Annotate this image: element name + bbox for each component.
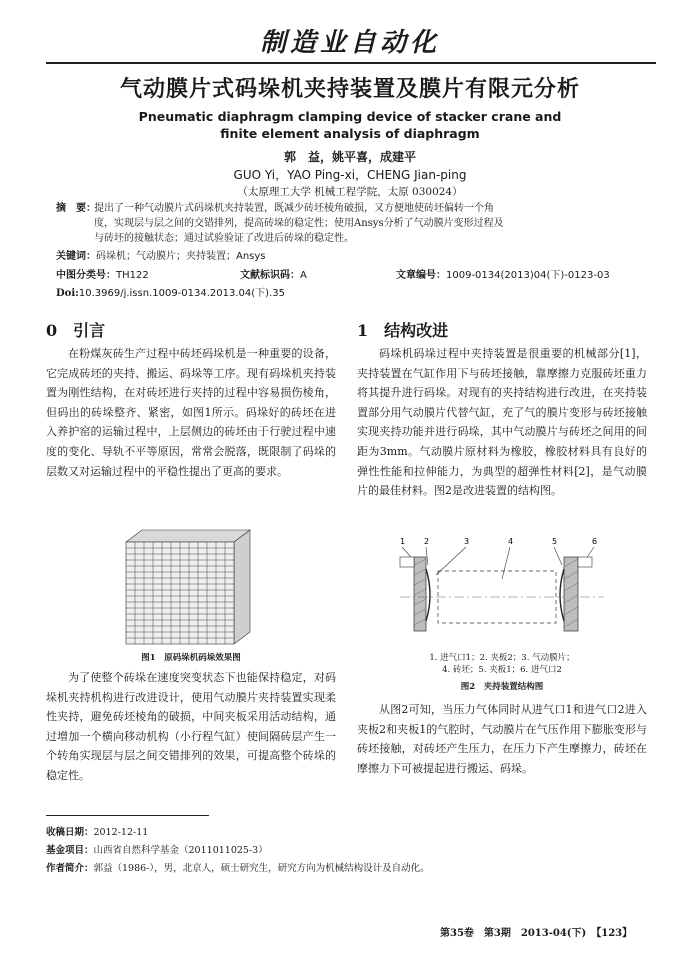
authors-cn: 郭 益，姚平喜，成建平 <box>283 150 416 164</box>
footnote-rule <box>46 815 209 816</box>
figure-2-legend-line2: 4. 砖坯；5. 夹板1；6. 进气口2 <box>442 665 562 675</box>
keywords <box>56 247 266 262</box>
diaphragm-left <box>426 569 430 621</box>
leader-line <box>502 547 510 579</box>
figure-2-legend-line1: 1. 进气口1；2. 夹板2；3. 气动膜片； <box>429 653 575 663</box>
article-number-value: 1009-0134(2013)04(下)-0123-03 <box>446 270 610 281</box>
keywords-value: 码垛机；气动膜片；夹持装置；Ansys <box>96 251 266 262</box>
section-1-paragraph-1: 码垛机码垛过程中夹持装置是很重要的机械部分[1]，夹持装置在气缸作用下与砖坯接触，靠摩擦力克服砖坯重力将其提升进行码垛。对现有的夹持结构进行改进，在夹持装置部分用气动膜片代替气缸，充了气的膜片变形与砖坯接触实现夹持功能并进行码垛，其中气动膜片与砖坯之间用的间距为3mm。气动膜片原材料为橡胶，橡胶材料具有良好的弹性性能和拉伸能力，为典型的超弹性材料[2]，是气动膜片的最佳材料。图2是改进装置的结构图。 <box>357 347 647 498</box>
figure-2-clamping-device <box>392 535 612 645</box>
leader-line <box>554 547 562 565</box>
clc-label: 中图分类号： <box>56 270 116 281</box>
doi-value: 10.3969/j.issn.1009-0134.2013.04(下).35 <box>78 288 285 299</box>
paper-title-en-line2: finite element analysis of diaphragm <box>220 126 480 141</box>
doc-code <box>240 266 307 281</box>
clc <box>56 266 149 281</box>
fund-label: 基金项目： <box>46 845 94 856</box>
figure-1-brick-stack <box>112 528 262 646</box>
figure-1-caption: 图1 原码垛机码垛效果图 <box>141 653 241 663</box>
doi <box>56 284 285 299</box>
abstract <box>56 201 614 246</box>
journal-name: 制造业自动化 <box>259 28 440 58</box>
paper-title-en-line1: Pneumatic diaphragm clamping device of stacker crane and <box>138 109 562 124</box>
article-number <box>396 266 610 281</box>
header-rule <box>46 62 656 64</box>
clc-value: TH122 <box>116 270 149 281</box>
page-footer: 第35卷 第3期 2013-04(下) 【123】 <box>440 928 633 939</box>
doi-label: Doi: <box>56 288 79 299</box>
author-bio-value: 郭益（1986-），男，北京人，硕士研究生，研究方向为机械结构设计及自动化。 <box>93 863 430 874</box>
keywords-label: 关键词： <box>56 251 96 262</box>
footnotes <box>46 824 430 878</box>
doc-code-value: A <box>300 270 307 281</box>
callout-number: 1 <box>400 537 406 546</box>
callout-number: 2 <box>424 537 430 546</box>
section-1-heading: 1 结构改进 <box>357 321 449 340</box>
received-value: 2012-12-11 <box>93 827 149 838</box>
author-bio <box>46 860 430 878</box>
air-inlet-2 <box>578 557 592 567</box>
section-0-heading: 0 引言 <box>46 321 106 340</box>
callout-number: 3 <box>464 537 470 546</box>
received-date <box>46 824 430 842</box>
section-1-paragraph-2: 从图2可知，当压力气体同时从进气口1和进气口2进入夹板2和夹板1的气腔时，气动膜片在气压作用下膨胀变形与砖坯接触，对砖坯产生压力，在压力下产生摩擦力，砖坯在摩擦力下可被提起进行搬运、码垛。 <box>357 703 647 775</box>
stack-top-face <box>126 530 250 542</box>
paper-title-cn: 气动膜片式码垛机夹持装置及膜片有限元分析 <box>119 76 580 102</box>
diaphragm-right <box>560 569 564 621</box>
paper-title-en <box>60 108 640 142</box>
doc-code-label: 文献标识码： <box>240 270 300 281</box>
received-label: 收稿日期： <box>46 827 94 838</box>
fund-value: 山西省自然科学基金（2011011025-3） <box>93 845 268 856</box>
callout-number: 6 <box>592 537 598 546</box>
abstract-line: 与砖坯的接触状态；通过试验验证了改进后砖垛的稳定性。 <box>94 233 354 244</box>
stack-side-face <box>234 530 250 644</box>
callout-number: 4 <box>508 537 514 546</box>
figure-2-caption: 图2 夹持装置结构图 <box>460 682 544 692</box>
affiliation: （太原理工大学 机械工程学院，太原 030024） <box>237 186 463 198</box>
abstract-label: 摘 要： <box>56 203 96 214</box>
section-0-paragraph-2: 为了使整个砖垛在速度突变状态下也能保持稳定，对码垛机夹持机构进行改进设计，使用气动膜片夹持装置实现柔性夹持，避免砖坯棱角的破损，中间夹板采用活动结构，通过增加一个横向移动机构（小行程气缸）使间隔砖层产生一个转角实现层与层之间交错排列的效果，可提高整个砖垛的稳定性。 <box>46 671 336 782</box>
article-number-label: 文章编号： <box>396 270 446 281</box>
authors-en: GUO Yi，YAO Ping-xi，CHENG Jian-ping <box>233 168 467 182</box>
air-inlet-1 <box>400 557 414 567</box>
author-bio-label: 作者简介： <box>46 863 94 874</box>
section-0-paragraph-1: 在粉煤灰砖生产过程中砖坯码垛机是一种重要的设备，它完成砖坯的夹持、搬运、码垛等工序。现有码垛机夹持装置为刚性结构，在对砖坯进行夹持的过程中容易损伤棱角，但码出的砖垛整齐、紧密，如图1所示。码垛好的砖坯在进入养护窑的运输过程中，上层侧边的砖坯由于行驶过程中速度的变化、导轨不平等原因，常常会脱落，既限制了码垛的层数又对运输过程中的平稳性提出了更高的要求。 <box>46 347 336 478</box>
abstract-line: 提出了一种气动膜片式码垛机夹持装置，既减少砖坯棱角破损，又方便地使砖坯偏转一个角 <box>94 203 494 214</box>
callout-number: 5 <box>552 537 558 546</box>
clamp-plate-1 <box>564 557 578 631</box>
abstract-line: 度，实现层与层之间的交错排列，提高砖垛的稳定性；使用Ansys分析了气动膜片变形过程及 <box>94 218 504 229</box>
fund <box>46 842 430 860</box>
